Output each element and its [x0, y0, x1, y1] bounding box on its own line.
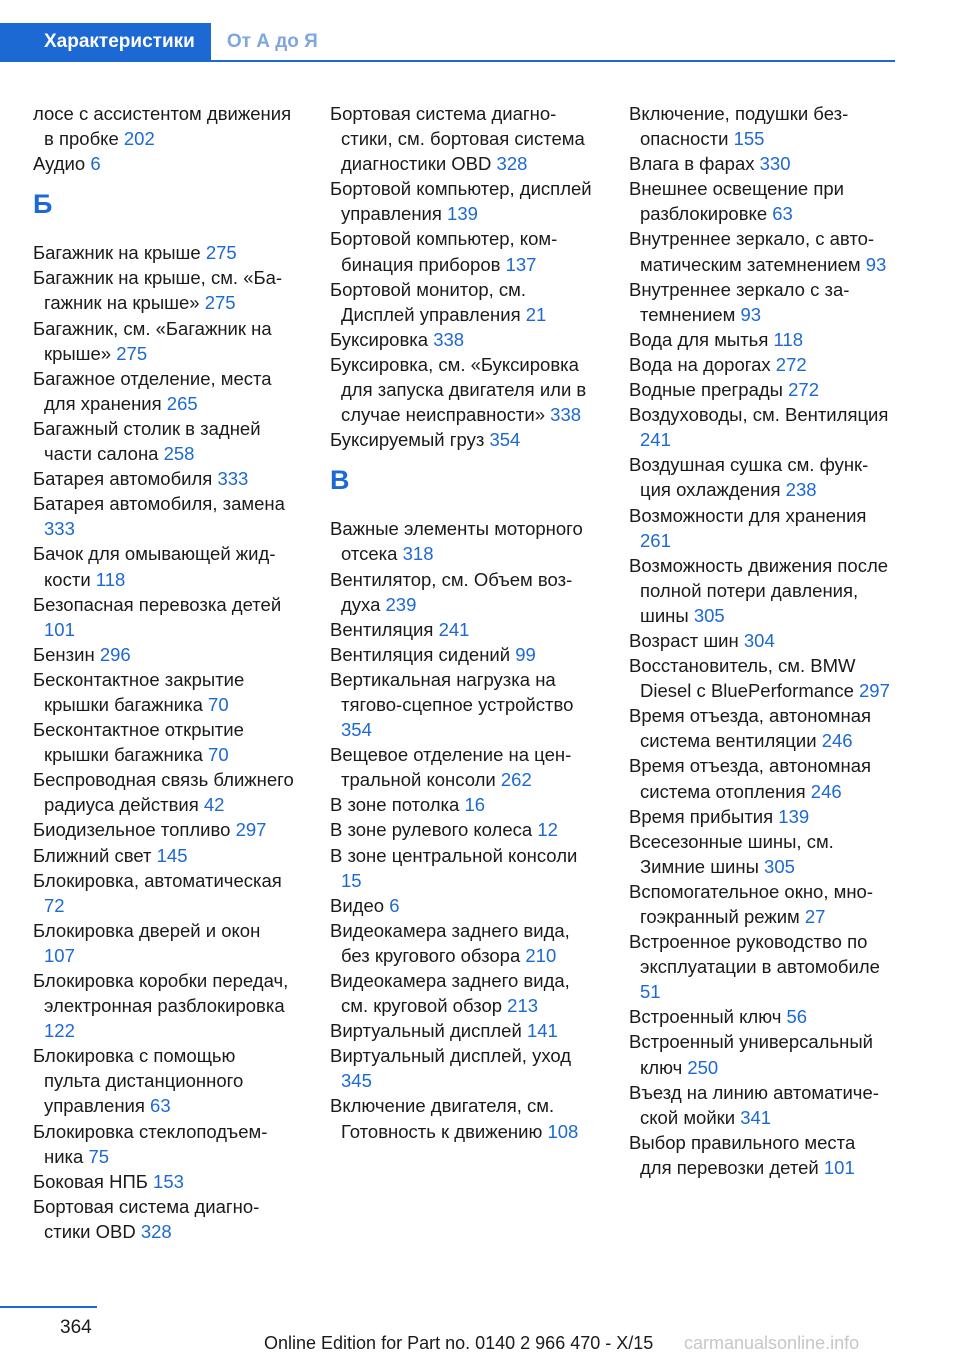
index-entry	[330, 893, 592, 918]
index-entry-text: Встроенный ключ	[629, 1006, 787, 1028]
index-entry	[33, 642, 295, 667]
index-entry-text: Батарея автомобиля, замена	[33, 493, 285, 515]
index-entry	[33, 1119, 295, 1169]
index-entry-text: Багажное отделение, места для хранения	[33, 367, 272, 414]
index-entry	[629, 829, 891, 879]
index-entry-text: Виртуальный дисплей	[330, 1020, 527, 1042]
index-entry	[330, 101, 592, 176]
index-entry	[629, 101, 891, 151]
index-entry-text: В зоне центральной консоли	[330, 844, 578, 866]
index-entry-text: Всесезонные шины, см. Зимние шины	[629, 830, 834, 877]
index-page-link[interactable]: 258	[163, 443, 195, 465]
index-page-link[interactable]: 272	[788, 379, 819, 401]
index-page-link[interactable]: 16	[464, 794, 486, 816]
index-page-link[interactable]: 108	[547, 1120, 579, 1142]
index-letter-heading: В	[330, 465, 350, 496]
index-page-link[interactable]: 27	[804, 906, 826, 927]
index-entry-text: Воздушная сушка см. функция охлаждения	[629, 454, 869, 501]
index-entry-text: Видеокамера заднего вида, см. круговой обзор	[330, 970, 570, 1017]
index-entry	[33, 416, 295, 466]
index-entry-text: Возможности для хранения	[629, 504, 867, 526]
index-page-link[interactable]: 202	[123, 128, 155, 150]
index-entry-text: Багажник на крыше	[33, 242, 206, 264]
index-entry	[629, 553, 891, 628]
index-page-link[interactable]: 210	[525, 944, 557, 966]
index-page-link[interactable]: 304	[743, 629, 775, 651]
index-entry	[33, 101, 295, 151]
index-page-link[interactable]: 101	[823, 1156, 855, 1178]
index-page-link[interactable]: 275	[204, 292, 236, 314]
index-entry	[629, 703, 891, 753]
index-page-link[interactable]: 333	[217, 468, 249, 490]
index-page-link[interactable]: 333	[44, 518, 75, 540]
index-page-link[interactable]: 338	[550, 404, 582, 426]
index-entry	[33, 491, 295, 541]
index-entry-text: Бортовой компьютер, дисплей управления	[330, 178, 592, 225]
index-entry	[330, 617, 592, 642]
index-entry	[330, 667, 592, 742]
index-page-link[interactable]: 297	[859, 680, 890, 702]
index-entry	[330, 792, 592, 817]
index-page-link[interactable]: 12	[537, 819, 558, 841]
index-entry-text: Водные преграды	[629, 379, 789, 401]
index-entry-text: Встроенный универсальный ключ	[629, 1031, 873, 1078]
index-entry	[330, 843, 592, 893]
index-entry	[629, 352, 891, 377]
index-entry	[330, 516, 592, 566]
index-entry-text: Вертикальная нагрузка на тягово-сцепное устройство	[330, 668, 574, 715]
index-entry-text: Время отъезда, автономная система вентиляции	[629, 705, 872, 752]
index-page-link[interactable]: 213	[507, 995, 539, 1017]
index-entry	[33, 541, 295, 591]
index-entry	[33, 151, 295, 176]
index-page-link[interactable]: 262	[500, 769, 532, 791]
index-entry-text: Виртуальный дисплей, уход	[330, 1045, 572, 1067]
index-entry	[629, 452, 891, 502]
index-entry	[33, 240, 295, 265]
index-entry-text: Багажный столик в задней части салона	[33, 417, 261, 465]
index-page-link[interactable]: 75	[88, 1145, 110, 1167]
index-entry	[629, 1080, 891, 1130]
index-page-link[interactable]: 275	[116, 342, 148, 364]
header-tabs	[0, 23, 895, 62]
index-entry-text: Включение, подушки безопасности	[629, 103, 849, 150]
index-page-link[interactable]: 330	[759, 153, 791, 175]
index-page-link[interactable]: 93	[865, 253, 887, 275]
index-column-3	[629, 101, 891, 1180]
index-entry	[629, 377, 891, 402]
index-entry	[33, 968, 295, 1043]
index-entry	[330, 1018, 592, 1043]
index-page-link[interactable]: 145	[156, 844, 188, 866]
index-page-link[interactable]: 155	[733, 128, 765, 150]
index-entry	[330, 176, 592, 226]
index-entry	[33, 1043, 295, 1118]
index-entry-text: Возможность движения после полной потери давления, шины	[629, 554, 889, 626]
index-page-link[interactable]: 338	[433, 328, 465, 350]
index-page-link[interactable]: 328	[140, 1220, 172, 1242]
index-page-link[interactable]: 241	[640, 429, 671, 451]
tab-characteristics[interactable]: Характеристики	[0, 23, 211, 60]
index-entry	[33, 265, 295, 315]
index-entry-text: Бачок для омывающей жидкости	[33, 543, 276, 590]
index-entry-text: Блокировка дверей и окон	[33, 919, 261, 941]
index-page-link[interactable]: 63	[772, 203, 793, 225]
index-page-link[interactable]: 139	[778, 805, 810, 827]
index-entry-text: Влага в фарах	[629, 153, 760, 175]
index-entry-text: В зоне потолка	[330, 794, 465, 816]
index-page-link[interactable]: 305	[764, 855, 795, 877]
index-entry	[33, 366, 295, 416]
index-entry-text: Буксируемый груз	[330, 429, 490, 451]
index-entry-text: Блокировка коробки передач, электронная разблокировка	[33, 970, 289, 1017]
index-entry-text: Встроенное руководство по эксплуатации в автомобиле	[629, 931, 880, 978]
index-entry-text: Вода для мытья	[629, 328, 774, 350]
index-page-link[interactable]: 345	[341, 1070, 372, 1092]
index-entry	[629, 804, 891, 829]
index-entry-text: Бесконтактное открытие крышки багажника	[33, 719, 244, 766]
index-page-link[interactable]: 137	[505, 253, 537, 275]
index-entry	[33, 843, 295, 868]
index-entry	[330, 642, 592, 667]
index-entry-text: Бортовая система диагностики OBD	[33, 1195, 260, 1242]
index-page-link[interactable]: 239	[385, 593, 417, 615]
index-page-link[interactable]: 72	[44, 894, 65, 916]
index-page-link[interactable]: 107	[44, 944, 75, 966]
index-entry	[330, 567, 592, 617]
index-entry-text: Боковая НПБ	[33, 1170, 154, 1192]
index-page-link[interactable]: 297	[235, 819, 267, 841]
index-entry	[629, 879, 891, 929]
index-entry-text: Бесконтактное закрытие крышки багажника	[33, 668, 245, 715]
index-entry	[629, 176, 891, 226]
index-entry-text: Вентиляция сидений	[330, 643, 516, 665]
index-page-link[interactable]: 70	[208, 744, 229, 766]
index-page-link[interactable]: 63	[150, 1095, 171, 1117]
index-entry	[330, 968, 592, 1018]
index-entry-text: В зоне рулевого колеса	[330, 819, 538, 841]
index-entry	[33, 667, 295, 717]
index-letter-heading: Б	[33, 189, 53, 220]
index-entry-text: Бензин	[33, 643, 100, 665]
index-entry-text: Бортовая система диагностики, см. бортовая система диагностики OBD	[330, 103, 585, 175]
index-entry-text: Возраст шин	[629, 629, 744, 651]
index-entry-text: Вещевое отделение на центральной консоли	[330, 744, 572, 791]
watermark: carmanualsonline.info	[684, 1333, 860, 1353]
index-page-link[interactable]: 21	[525, 303, 547, 325]
index-entry-text: Включение двигателя, см. Готовность к движению	[330, 1095, 555, 1142]
index-page-link[interactable]: 51	[640, 981, 661, 1003]
tab-a-to-z[interactable]: От А до Я	[226, 30, 318, 52]
index-entry	[330, 226, 592, 276]
index-entry	[629, 226, 891, 276]
index-page-link[interactable]: 118	[773, 328, 803, 350]
index-page-link[interactable]: 141	[526, 1020, 558, 1042]
index-entry	[330, 1093, 592, 1143]
index-entry	[330, 918, 592, 968]
index-entry-text: Бортовой монитор, см. Дисплей управления	[330, 278, 527, 325]
index-entry	[330, 352, 592, 427]
index-entry	[33, 817, 295, 842]
index-entry-text: Выбор правильного места для перевозки детей	[629, 1131, 856, 1178]
index-entry-text: Вспомогательное окно, многоэкранный режим	[629, 880, 873, 927]
index-entry-text: Ближний свет	[33, 844, 157, 866]
index-entry-text: Багажник на крыше, см. «Багажник на крыше»	[33, 267, 283, 314]
index-entry	[629, 1029, 891, 1079]
index-column-1	[33, 101, 295, 1244]
index-page-link[interactable]: 6	[90, 153, 101, 175]
page-number: 364	[60, 1317, 92, 1338]
index-entry-text: Восстановитель, см. BMW Diesel с BluePerformance	[629, 655, 860, 702]
index-entry	[33, 592, 295, 642]
index-entry	[330, 742, 592, 792]
index-entry-text: Важные элементы моторного отсека	[330, 518, 583, 565]
index-page-link[interactable]: 275	[205, 242, 237, 264]
index-entry-text: Внешнее освещение при разблокировке	[629, 178, 844, 225]
index-entry-text: Беспроводная связь ближнего радиуса действия	[33, 769, 294, 816]
index-page-link[interactable]: 118	[95, 568, 126, 590]
index-entry	[33, 918, 295, 968]
index-entry	[330, 327, 592, 352]
footer-divider	[0, 1306, 97, 1308]
index-page-link[interactable]: 246	[821, 730, 853, 752]
index-entry-text: Вентилятор, см. Объем воздуха	[330, 568, 573, 615]
index-entry	[629, 327, 891, 352]
index-page-link[interactable]: 261	[640, 529, 671, 551]
index-entry	[629, 402, 891, 452]
index-page-link[interactable]: 238	[785, 479, 817, 501]
index-entry-text: Буксировка, см. «Буксировка для запуска двигателя или в случае неисправности»	[330, 353, 587, 426]
index-entry-text: Бортовой компьютер, комбинация приборов	[330, 228, 558, 275]
index-page-link[interactable]: 272	[775, 353, 807, 375]
index-entry	[330, 427, 592, 452]
index-entry-text: лосе с ассистентом движения в пробке	[33, 103, 292, 150]
index-page-link[interactable]: 93	[740, 303, 762, 325]
index-entry	[33, 316, 295, 366]
index-page-link[interactable]: 318	[402, 543, 434, 565]
index-page-link[interactable]: 6	[389, 894, 400, 916]
index-entry	[330, 277, 592, 327]
index-entry-text: Время отъезда, автономная система отопления	[629, 755, 872, 802]
index-entry	[629, 1130, 891, 1180]
index-page-link[interactable]: 122	[44, 1020, 75, 1042]
index-page-link[interactable]: 70	[208, 693, 229, 715]
index-entry	[629, 1004, 891, 1029]
index-entry	[629, 753, 891, 803]
index-entry	[629, 503, 891, 553]
index-entry	[330, 817, 592, 842]
index-entry	[33, 767, 295, 817]
index-entry	[33, 1194, 295, 1244]
index-entry-text: Вода на дорогах	[629, 353, 776, 375]
index-entry-text: Время прибытия	[629, 805, 779, 827]
index-entry-text: Воздуховоды, см. Вентиляция	[629, 404, 889, 426]
edition-text: Online Edition for Part no. 0140 2 966 470 - X/15	[264, 1333, 654, 1353]
index-entry	[629, 277, 891, 327]
index-page-link[interactable]: 241	[438, 618, 470, 640]
index-entry	[33, 717, 295, 767]
index-entry-text: Багажник, см. «Багажник на крыше»	[33, 317, 272, 364]
index-page-link[interactable]: 305	[693, 604, 725, 626]
index-entry	[33, 868, 295, 918]
index-page-link[interactable]: 354	[341, 719, 372, 741]
index-entry-text: Буксировка	[330, 328, 434, 350]
index-page-link[interactable]: 250	[687, 1056, 719, 1078]
index-entry-text: Батарея автомобиля	[33, 468, 218, 490]
index-page-link[interactable]: 296	[99, 643, 131, 665]
index-page-link[interactable]: 246	[810, 780, 842, 802]
index-entry	[33, 466, 295, 491]
index-entry-text: Биодизельное топливо	[33, 819, 236, 841]
index-entry-text: Блокировка с помощью пульта дистанционного управления	[33, 1045, 244, 1117]
index-page-link[interactable]: 341	[740, 1106, 772, 1128]
index-entry-text: Блокировка, автоматическая	[33, 869, 282, 891]
index-entry	[629, 151, 891, 176]
index-entry-text: Внутреннее зеркало с затемнением	[629, 278, 850, 325]
index-page-link[interactable]: 42	[203, 794, 225, 816]
index-entry	[330, 1043, 592, 1093]
index-entry-text: Видео	[330, 894, 390, 916]
index-page-link[interactable]: 99	[515, 643, 536, 665]
index-page-link[interactable]: 101	[44, 618, 75, 640]
index-entry	[33, 1169, 295, 1194]
index-entry-text: Блокировка стеклоподъемника	[33, 1120, 268, 1167]
index-entry	[629, 653, 891, 703]
index-entry-text: Вентиляция	[330, 618, 439, 640]
index-page-link[interactable]: 15	[341, 869, 362, 891]
index-page-link[interactable]: 265	[166, 392, 198, 414]
index-entry-text: Видеокамера заднего вида, без кругового обзора	[330, 919, 570, 966]
index-page-link[interactable]: 328	[496, 153, 528, 175]
index-page-link[interactable]: 153	[153, 1170, 184, 1192]
index-page-link[interactable]: 56	[786, 1006, 808, 1028]
index-page-link[interactable]: 139	[447, 203, 478, 225]
index-entry-text: Внутреннее зеркало, с автоматическим затемнением	[629, 228, 875, 275]
index-entry-text: Въезд на линию автоматической мойки	[629, 1081, 879, 1128]
index-entry	[629, 628, 891, 653]
index-column-2	[330, 101, 592, 1144]
index-entry-text: Аудио	[33, 153, 91, 175]
index-entry-text: Безопасная перевозка детей	[33, 593, 282, 615]
index-entry	[629, 929, 891, 1004]
index-page-link[interactable]: 354	[489, 429, 521, 451]
